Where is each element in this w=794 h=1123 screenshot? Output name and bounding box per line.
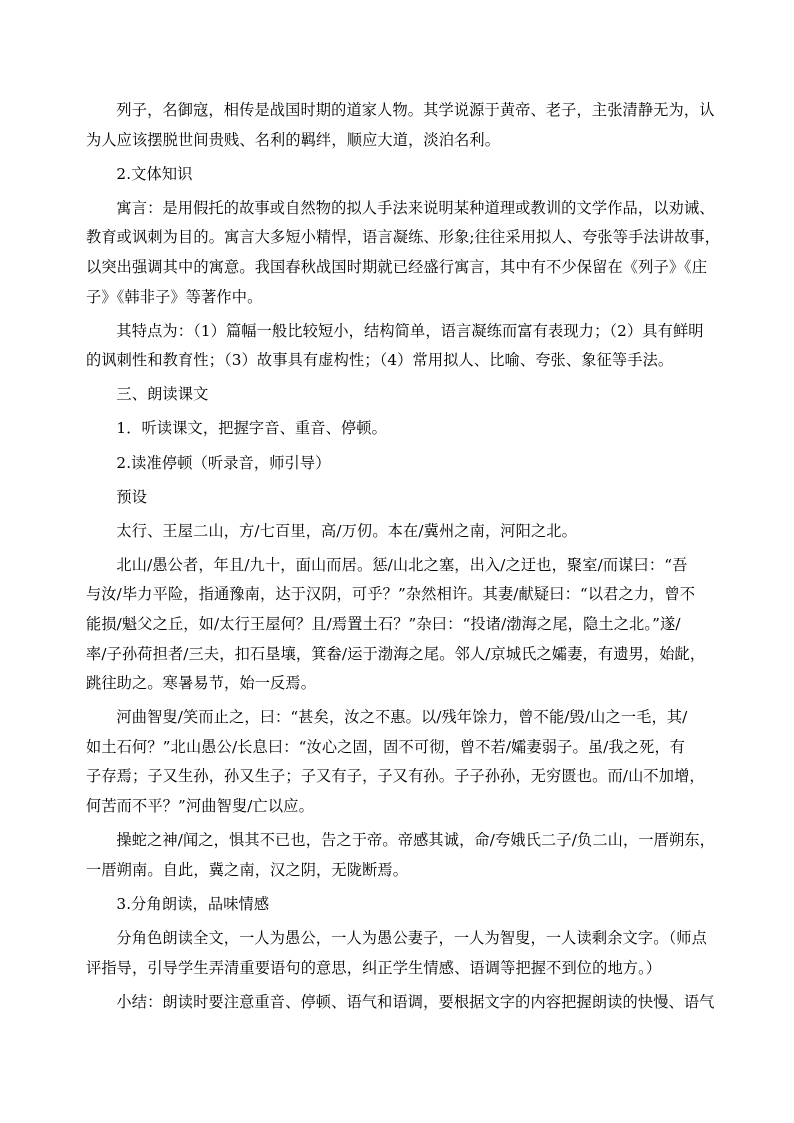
text-line: 预设 — [116, 487, 148, 506]
paragraph-heading-read-aloud — [86, 380, 722, 410]
text-line: 能损/魁父之丘，如/太行王屋何？且/焉置土石？”杂曰：“投诸/渤海之尾，隐土之北。”遂/ — [86, 615, 681, 633]
paragraph-preset — [86, 483, 722, 513]
text-line: 一厝朔南。自此，冀之南，汉之阴，无陇断焉。 — [86, 860, 409, 879]
text-line: 小结：朗读时要注意重音、停顿、语气和语调，要根据文字的内容把握朗读的快慢、语气 — [116, 992, 715, 1011]
paragraph-step-1 — [86, 414, 722, 444]
text-line: 3.分角朗读，品味情感 — [116, 894, 270, 913]
text-line: 河曲智叟/笑而止之，曰：“甚矣，汝之不惠。以/残年馀力，曾不能/毁/山之一毛，其/ — [116, 708, 688, 727]
text-line: 列子，名御寇，相传是战国时期的道家人物。其学说源于黄帝、老子，主张清静无为，认 — [116, 101, 715, 119]
paragraph-heading-genre-knowledge — [86, 160, 722, 190]
text-line: 何苦而不平？”河曲智叟/亡以应。 — [86, 797, 314, 816]
text-line: 1．听读课文，把握字音、重音、停顿。 — [116, 419, 387, 438]
paragraph-text-p2 — [86, 551, 722, 699]
paragraph-fable-features — [86, 317, 722, 376]
document-body — [86, 96, 722, 1017]
text-line: 子》《韩非子》等著作中。 — [86, 287, 263, 306]
text-line: 教育或讽刺为目的。寓言大多短小精悍，语言凝练、形象;往往采用拟人、夸张等手法讲故事， — [86, 228, 721, 247]
paragraph-fable-definition — [86, 194, 722, 312]
text-line: 的讽刺性和教育性；（3）故事具有虚构性；（4）常用拟人、比喻、夸张、象征等手法。 — [86, 351, 674, 370]
text-line: 子存焉；子又生孙，孙又生子；子又有子，子又有孙。子子孙孙，无穷匮也。而/山不加增， — [86, 767, 705, 786]
text-line: 与汝/毕力平险，指通豫南，达于汉阴，可乎？”杂然相许。其妻/献疑曰：“以君之力，曾不 — [86, 585, 696, 604]
text-line: 其特点为：（1）篇幅一般比较短小，结构简单，语言凝练而富有表现力；（2）具有鲜明 — [116, 321, 704, 340]
text-line: 2.文体知识 — [116, 164, 193, 183]
text-line: 北山/愚公者，年且/九十，面山而居。惩/山北之塞，出入/之迂也，聚室/而谋曰：“吾 — [116, 555, 688, 574]
text-line: 如土石何？”北山愚公/长息曰：“汝心之固，固不可彻，曾不若/孀妻弱子。虽/我之死，有 — [86, 737, 686, 756]
text-line: 跳往助之。寒暑易节，始一反焉。 — [86, 674, 317, 693]
text-line: 为人应该摆脱世间贵贱、名利的羁绊，顺应大道，淡泊名利。 — [86, 130, 501, 149]
text-line: 率/子孙荷担者/三夫，扣石垦壤，箕畚/运于渤海之尾。邻人/京城氏之孀妻，有遗男，始龀， — [86, 644, 706, 663]
paragraph-step-3 — [86, 890, 722, 920]
text-line: 太行、王屋二山，方/七百里，高/万仞。本在/冀州之南，河阳之北。 — [116, 521, 577, 540]
text-line: 寓言：是用假托的故事或自然物的拟人手法来说明某种道理或教训的文学作品，以劝诫、 — [116, 198, 715, 217]
paragraph-step-2 — [86, 449, 722, 479]
paragraph-liezi-intro — [86, 96, 722, 155]
paragraph-role-reading — [86, 924, 722, 983]
text-line: 评指导，引导学生弄清重要语句的意思，纠正学生情感、语调等把握不到位的地方。） — [86, 958, 662, 977]
paragraph-text-p3 — [86, 703, 722, 821]
paragraph-text-p1 — [86, 517, 722, 547]
text-line: 分角色朗读全文，一人为愚公，一人为愚公妻子，一人为智叟，一人读剩余文字。（师点 — [116, 928, 707, 947]
paragraph-text-p4 — [86, 826, 722, 885]
text-line: 操蛇之神/闻之，惧其不已也，告之于帝。帝感其诚，命/夸娥氏二子/负二山，一厝朔东， — [116, 831, 716, 850]
text-line: 以突出强调其中的寓意。我国春秋战国时期就已经盛行寓言，其中有不少保留在《列子》《庄 — [86, 257, 708, 276]
paragraph-summary — [86, 988, 722, 1018]
text-line: 三、朗读课文 — [116, 385, 209, 404]
text-line: 2.读准停顿（听录音，师引导） — [116, 453, 331, 472]
